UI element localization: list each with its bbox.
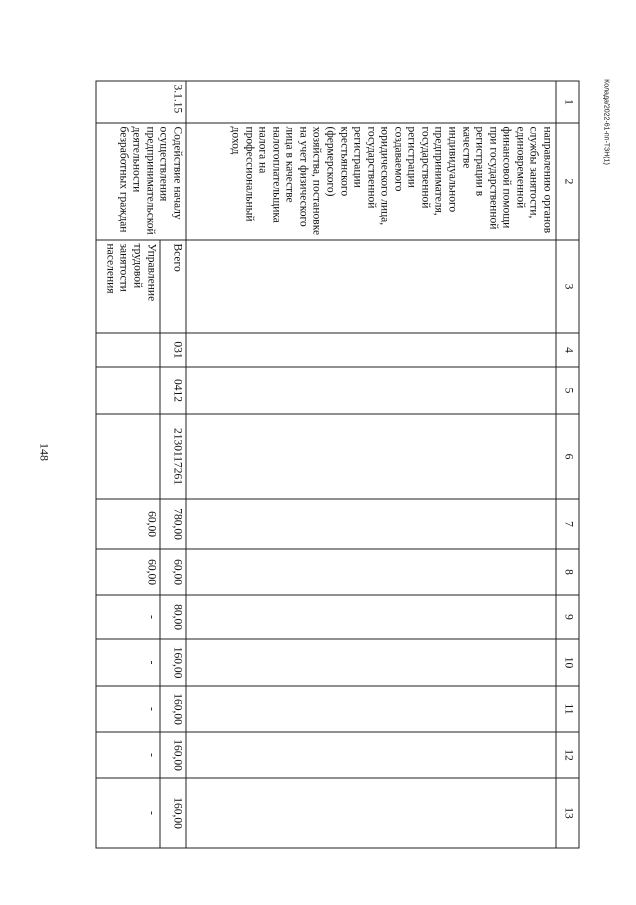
sub-c12: - bbox=[96, 732, 160, 778]
header-cell-12: 12 bbox=[556, 732, 579, 778]
cont-cell-7 bbox=[186, 499, 556, 549]
total-c4: 031 bbox=[160, 333, 186, 367]
total-c5: 0412 bbox=[160, 367, 186, 414]
cont-cell-6 bbox=[186, 414, 556, 499]
sub-c8: 60,00 bbox=[96, 549, 160, 595]
header-row bbox=[556, 81, 579, 848]
header-cell-6: 6 bbox=[556, 414, 579, 499]
header-cell-1: 1 bbox=[556, 81, 579, 123]
sub-c11: - bbox=[96, 686, 160, 732]
header-cell-8: 8 bbox=[556, 549, 579, 595]
document-code: Колада/2022-61-пп-ТЗН(1) bbox=[602, 79, 610, 165]
table-container bbox=[95, 80, 579, 847]
total-c9: 80,00 bbox=[160, 595, 186, 639]
total-c7: 780,00 bbox=[160, 499, 186, 549]
cont-cell-4 bbox=[186, 333, 556, 367]
sub-c6 bbox=[96, 414, 160, 499]
header-cell-10: 10 bbox=[556, 639, 579, 686]
table-row-total bbox=[160, 81, 186, 848]
page-number: 148 bbox=[37, 443, 52, 461]
budget-table bbox=[95, 80, 579, 848]
total-c8: 60,00 bbox=[160, 549, 186, 595]
sub-c13: - bbox=[96, 778, 160, 848]
cont-cell-10 bbox=[186, 639, 556, 686]
cont-cell-13 bbox=[186, 778, 556, 848]
cont-cell-1 bbox=[186, 81, 556, 123]
sub-c10: - bbox=[96, 639, 160, 686]
header-cell-9: 9 bbox=[556, 595, 579, 639]
row-code: 3.1.15 bbox=[96, 81, 186, 123]
header-cell-4: 4 bbox=[556, 333, 579, 367]
header-cell-2: 2 bbox=[556, 123, 579, 240]
cont-cell-9 bbox=[186, 595, 556, 639]
header-cell-7: 7 bbox=[556, 499, 579, 549]
continuation-row bbox=[186, 81, 556, 848]
total-label: Всего bbox=[160, 240, 186, 333]
rotated-table-frame bbox=[95, 80, 579, 847]
sub-c9: - bbox=[96, 595, 160, 639]
total-c13: 160,00 bbox=[160, 778, 186, 848]
header-cell-13: 13 bbox=[556, 778, 579, 848]
cont-cell-5 bbox=[186, 367, 556, 414]
cont-description: направлению органов службы занятости, единовременной финансовой помощи при государственной регистрации в качестве индивидуального предпринимателя, государственной регистрации создаваемого юридического лица, государственной регистрации крестьянского (фермерского) хозяйства, постановке на учет физического лица в качестве налогоплательщика налога на профессиональный доход bbox=[186, 123, 556, 240]
header-cell-11: 11 bbox=[556, 686, 579, 732]
total-c12: 160,00 bbox=[160, 732, 186, 778]
sub-c4 bbox=[96, 333, 160, 367]
row-name: Содействие началу осуществления предпринимательской деятельности безработных граждан bbox=[96, 123, 186, 240]
total-c6: 2130117261 bbox=[160, 414, 186, 499]
header-cell-5: 5 bbox=[556, 367, 579, 414]
header-cell-3: 3 bbox=[556, 240, 579, 333]
total-c10: 160,00 bbox=[160, 639, 186, 686]
cont-cell-3 bbox=[186, 240, 556, 333]
total-c11: 160,00 bbox=[160, 686, 186, 732]
cont-cell-12 bbox=[186, 732, 556, 778]
cont-cell-8 bbox=[186, 549, 556, 595]
cont-cell-11 bbox=[186, 686, 556, 732]
sub-c7: 60,00 bbox=[96, 499, 160, 549]
sub-c5 bbox=[96, 367, 160, 414]
sub-label: Управление трудовой занятости населения bbox=[96, 240, 160, 333]
